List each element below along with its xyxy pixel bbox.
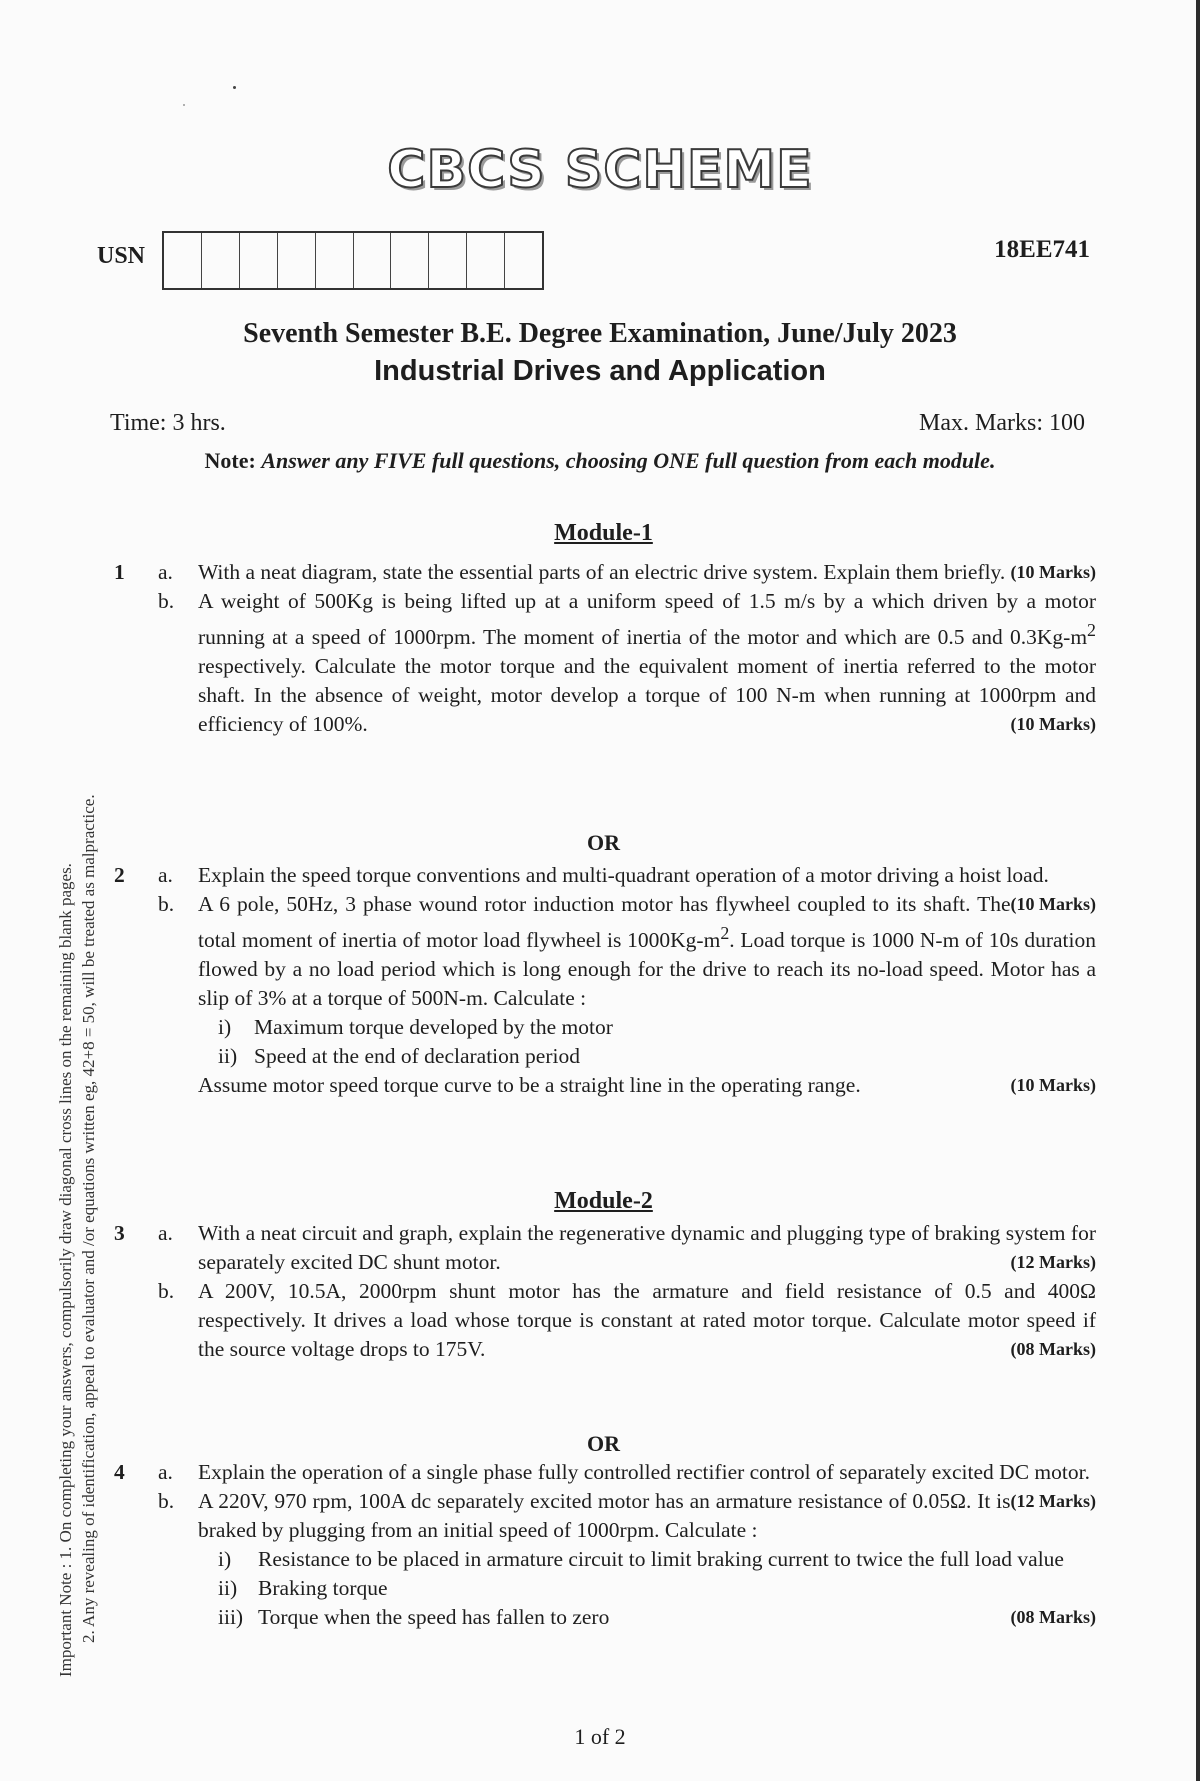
scheme-stamp: CBCS SCHEME bbox=[387, 140, 813, 200]
part-label: b. bbox=[158, 1279, 175, 1303]
exam-time: Time: 3 hrs. bbox=[110, 410, 226, 436]
sub-text: Resistance to be placed in armature circuit to limit braking current to twice the full load value bbox=[258, 1547, 1064, 1571]
scan-speck bbox=[183, 104, 185, 106]
or-separator: OR bbox=[587, 830, 620, 855]
question-4a bbox=[158, 1458, 1096, 1511]
usn-cell bbox=[354, 233, 392, 288]
question-3 bbox=[0, 1219, 1196, 1364]
marks: (08 Marks) bbox=[1010, 1339, 1096, 1359]
question-number: 2 bbox=[114, 863, 125, 887]
part-label: b. bbox=[158, 1489, 175, 1513]
module-1-heading: Module-1 bbox=[554, 520, 653, 546]
note-text: Answer any FIVE full questions, choosing ONE full question from each module. bbox=[261, 448, 996, 473]
marks: (12 Marks) bbox=[1010, 1252, 1096, 1272]
marks: (12 Marks) bbox=[1010, 1491, 1096, 1511]
question-1b bbox=[158, 587, 1096, 739]
sub-label: iii) bbox=[218, 1605, 244, 1629]
question-number: 4 bbox=[114, 1460, 125, 1484]
usn-cell bbox=[429, 233, 467, 288]
question-number: 1 bbox=[114, 560, 125, 584]
part-label: b. bbox=[158, 892, 175, 916]
question-3a bbox=[158, 1219, 1096, 1277]
usn-cell bbox=[202, 233, 240, 288]
question-text: . Load torque is 1000 N-m of 10s duration flowed by a no load period which is long enough for the drive to reach its no-load speed. Motor has a slip of 3% at a torque of 500N-m. Calculate : bbox=[198, 928, 1096, 1011]
question-4 bbox=[0, 1458, 1196, 1632]
usn-cell bbox=[278, 233, 316, 288]
question-text: A weight of 500Kg is being lifted up at a uniform speed of 1.5 m/s by a which driven by a motor running at a speed of 1000rpm. The moment of inertia of the motor and which are 0.5 and 0.3Kg-m bbox=[198, 589, 1096, 650]
scan-edge bbox=[1196, 0, 1200, 1781]
part-label: b. bbox=[158, 589, 175, 613]
side-note-line-2: 2. Any revealing of identification, appeal to evaluator and /or equations written eg, 42+8 = 50, will be treated as malpractice. bbox=[79, 794, 98, 1643]
sub-label: ii) bbox=[218, 1576, 238, 1600]
question-text: Explain the operation of a single phase fully controlled rectifier control of separately excited DC motor. bbox=[198, 1460, 1090, 1484]
question-4b bbox=[158, 1487, 1096, 1632]
question-2 bbox=[0, 861, 1196, 1100]
sub-question bbox=[218, 1574, 1096, 1603]
question-text: A 6 pole, 50Hz, 3 phase wound rotor induction motor has flywheel coupled to its shaft. The total moment of inertia of motor load flywheel is 1000Kg-m bbox=[198, 892, 1011, 953]
question-text: With a neat circuit and graph, explain the regenerative dynamic and plugging type of braking system for separately excited DC shunt motor. bbox=[198, 1221, 1096, 1274]
part-label: a. bbox=[158, 560, 173, 584]
max-marks: Max. Marks: 100 bbox=[919, 410, 1085, 436]
sub-label: i) bbox=[218, 1015, 232, 1040]
usn-cell bbox=[505, 233, 542, 288]
sub-question bbox=[218, 1013, 1096, 1042]
part-label: a. bbox=[158, 1460, 173, 1484]
usn-cell bbox=[316, 233, 354, 288]
usn-label: USN bbox=[97, 243, 146, 269]
subject-code: 18EE741 bbox=[994, 236, 1090, 263]
marks: (08 Marks) bbox=[1010, 1607, 1096, 1627]
question-text: A 220V, 970 rpm, 100A dc separately excited motor has an armature resistance of 0.05Ω. It is braked by plugging from an initial speed of 1000rpm. Calculate : bbox=[198, 1489, 1011, 1542]
marks: (10 Marks) bbox=[1010, 894, 1096, 914]
question-1 bbox=[0, 558, 1196, 739]
usn-box bbox=[162, 231, 544, 290]
sub-question bbox=[218, 1603, 1096, 1632]
module-2-heading: Module-2 bbox=[554, 1188, 653, 1214]
question-text: Explain the speed torque conventions and multi-quadrant operation of a motor driving a hoist load. bbox=[198, 863, 1049, 887]
sub-label: i) bbox=[218, 1547, 232, 1571]
or-separator: OR bbox=[587, 1431, 620, 1456]
question-2b bbox=[158, 890, 1096, 1100]
sub-text: Braking torque bbox=[258, 1576, 388, 1600]
question-number: 3 bbox=[114, 1221, 125, 1245]
note-label: Note: bbox=[204, 448, 256, 473]
subject-title: Industrial Drives and Application bbox=[374, 355, 826, 387]
superscript: 2 bbox=[720, 923, 730, 943]
page-number: 1 of 2 bbox=[574, 1724, 626, 1749]
scan-speck bbox=[233, 86, 236, 89]
sub-label: ii) bbox=[218, 1044, 238, 1069]
superscript: 2 bbox=[1087, 620, 1096, 640]
question-3b bbox=[158, 1277, 1096, 1364]
usn-cell bbox=[467, 233, 505, 288]
sub-question bbox=[218, 1042, 1096, 1071]
question-1a bbox=[158, 558, 1096, 587]
sub-text: Maximum torque developed by the motor bbox=[254, 1015, 613, 1040]
part-label: a. bbox=[158, 1221, 173, 1245]
usn-cell bbox=[240, 233, 278, 288]
sub-text: Speed at the end of declaration period bbox=[254, 1044, 580, 1069]
question-text: Assume motor speed torque curve to be a straight line in the operating range. bbox=[198, 1073, 861, 1098]
question-text: respectively. Calculate the motor torque and the equivalent moment of inertia referred to the motor shaft. In the absence of weight, motor develop a torque of 100 N-m when running at 1000rpm and efficiency of 100%. bbox=[198, 654, 1096, 737]
sub-question bbox=[218, 1545, 1096, 1574]
usn-cell bbox=[164, 233, 202, 288]
question-text: A 200V, 10.5A, 2000rpm shunt motor has the armature and field resistance of 0.5 and 400Ω respectively. It drives a load whose torque is constant at rated motor torque. Calculate motor speed if the source voltage drops to 175V. bbox=[198, 1279, 1096, 1361]
usn-cell bbox=[391, 233, 429, 288]
marks: (10 Marks) bbox=[1010, 1075, 1096, 1096]
question-text: With a neat diagram, state the essential parts of an electric drive system. Explain them briefly. bbox=[198, 560, 1006, 584]
side-note-line-1: Important Note : 1. On completing your answers, compulsorily draw diagonal cross lines on the remaining blank pages. bbox=[56, 863, 75, 1677]
part-label: a. bbox=[158, 863, 173, 887]
sub-text: Torque when the speed has fallen to zero bbox=[258, 1605, 610, 1629]
exam-title: Seventh Semester B.E. Degree Examination, June/July 2023 bbox=[243, 318, 957, 349]
question-2a bbox=[158, 861, 1096, 914]
instructions-note bbox=[0, 448, 1200, 474]
marks: (10 Marks) bbox=[1010, 562, 1096, 582]
marks: (10 Marks) bbox=[1010, 714, 1096, 735]
